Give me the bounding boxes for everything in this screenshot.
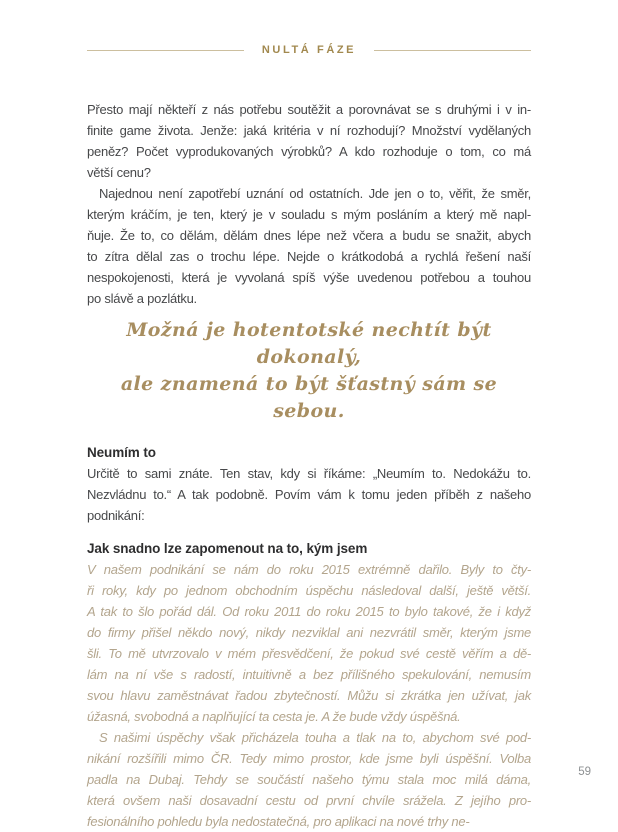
text-line: ři roky, kdy po jednom obchodním úspěchu následoval další, ještě větší. [87,583,531,598]
text-line: padla na Dubaj. Tehdy se součástí našeho týmu stala moc milá dáma, [87,772,531,787]
text-line: S našimi úspěchy však přicházela touha a tlak na to, abychom své pod- [99,730,531,745]
text-line: kterým kráčím, je ten, který je v souladu s mým posláním a který mě napl- [87,207,531,222]
text-line: fesionálního pohledu byla nedostatečná, pro aplikaci na nové trhy ne- [87,814,470,829]
text-line: Nezvládnu to.“ A tak podobně. Povím vám k tomu jeden příběh z našeho [87,487,531,502]
body-paragraph [87,183,531,309]
text-line: to zítra dělal zas o trochu lépe. Nejde o krátkodobá a rychlá řešení naší [87,249,531,264]
text-line: ale znamená to být šťastný sám se sebou. [120,373,498,422]
text-line: úžasná, svobodná a naplňující ta cesta je. A že bude vždy úspěšná. [87,709,461,724]
text-line: peněz? Počet vyprodukovaných výrobků? A kdo rozhoduje o tom, co má [87,144,531,159]
page-number: 59 [578,766,591,778]
text-line: větší cenu? [87,165,151,180]
text-line: podnikání: [87,508,145,523]
chapter-title: NULTÁ FÁZE [261,44,357,56]
text-line: V našem podnikání se nám do roku 2015 extrémně dařilo. Byly to čty- [87,562,531,577]
body-paragraph [87,99,531,183]
header-rule-left [87,50,244,51]
text-line: svou hlavu zaměstnávat řadou zbytečností. Můžu si zkrátka jen užívat, jak [87,688,531,703]
text-line: do firmy přišel někdo nový, nikdy nezviklal ani nezvrátil směr, kterým jsme [87,625,531,640]
body-paragraph [87,463,531,526]
text-line: lám na ní vše s radostí, intuitivně a bez přílišného spekulování, nemusím [87,667,531,682]
text-line: Možná je hotentotské nechtít být dokonalý, [126,319,492,368]
text-line: finite game života. Jenže: jaká kritéria v ní rozhodují? Množství vydělaných [87,123,531,138]
text-line: Najednou není zapotřebí uznání od ostatních. Jde jen o to, věřit, že směr, [99,186,531,201]
text-line: která ovšem naši dosavadní cestu od první chvíle srážela. Z jejího pro- [87,793,531,808]
text-line: nespokojenosti, která je vyvolaná spíš výše uvedenou potřebou a touhou [87,270,531,285]
page-content [87,56,531,832]
text-line: A tak to šlo pořád dál. Od roku 2011 do roku 2015 to bylo takové, že i když [87,604,531,619]
pull-quote [87,317,531,425]
text-line: po slávě a pozlátku. [87,291,197,306]
text-line: ňuje. Že to, co dělám, dělám dnes lépe než včera a budu se snažit, abych [87,228,531,243]
section-heading: Neumím to [87,445,156,460]
text-line: šli. To mě utvrzovalo v mém přesvědčení, že pokud své cestě věřím a dě- [87,646,531,661]
story-paragraph-italic [87,559,531,727]
header-rule-right [374,50,531,51]
story-paragraph-italic [87,727,531,832]
text-line: Určitě to sami znáte. Ten stav, kdy si říkáme: „Neumím to. Nedokážu to. [87,466,531,481]
text-line: Přesto mají někteří z nás potřebu soutěžit a porovnávat se s druhými i v in- [87,102,531,117]
text-line: nikání rozšířili mimo ČR. Tedy mimo prostor, kde jsme byli úspěšní. Volba [87,751,531,766]
section-heading: Jak snadno lze zapomenout na to, kým jsem [87,541,368,556]
chapter-header [87,0,531,56]
